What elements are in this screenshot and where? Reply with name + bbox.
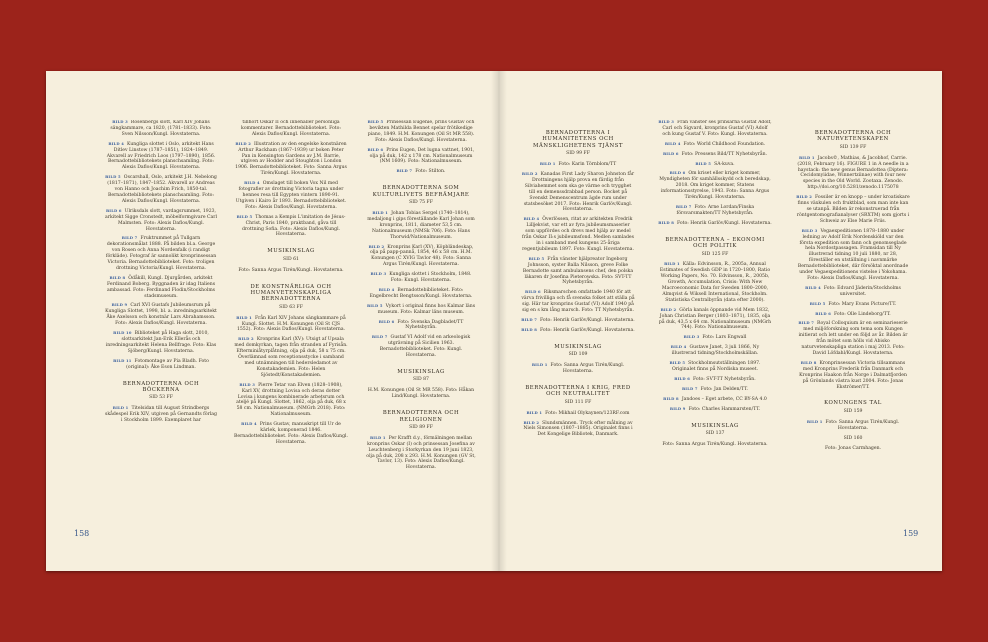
caption-entry: [234, 268, 348, 274]
caption-entry: [104, 303, 218, 327]
image-number-label: BILD 8: [663, 396, 679, 401]
caption-text: Ulriksdals slott, vardagsrummet, 1923, arkitekt Sigge Cronstedt, möbelformgivare Carl Malmsten. Foto: Alexis Daflos/Kungl. Hovstaterna.: [105, 208, 217, 232]
image-number-label: BILD 8: [658, 220, 674, 225]
caption-text: Foto: Jan Delden/TT.: [700, 386, 749, 392]
caption-text: H.M. Konungen (Oil St MR 558). Foto: Håkan Lind/Kungl. Hovstaterna.: [367, 388, 475, 400]
image-number-label: BILD 8: [109, 275, 126, 280]
image-number-label: BILD 6: [367, 147, 384, 152]
caption-text: Foto: Henrik Garlöv/Kungl. Hovstaterna.: [539, 317, 635, 323]
caption-text: Foto: Sanna Argus Tirén/Kungl. Hovstaterna.: [550, 363, 625, 374]
caption-text: Foto: Henrik Garlöv/Kungl. Hovstaterna.: [539, 327, 635, 333]
image-number-label: BILD 4: [241, 422, 257, 427]
caption-text: Om kriset eller kriget kommer, Myndigheten för samhällsskydd och beredskap, 2018. Om kriget kommer, Statens informationsstyrelse, 1943. Foto: Sanna Argus Tirén/Kungl. Hovstaterna.: [659, 171, 771, 201]
section-heading: KONUNGENS TAL: [824, 400, 882, 407]
caption-text: Johan Tobias Sergel (1740–1814), medaljong i gips föreställande Karl Johan som kronprins, 1811, diameter 53,5 cm. Nationalmuseum (NMSk 706). Foto: Hans Thorwid/Nationalmuseum.: [367, 210, 475, 240]
section-heading: MUSIKINSLAG: [691, 422, 739, 429]
caption-entry: [234, 142, 348, 177]
section-heading: BERNADOTTERNA SOM KULTURLIVETS BEFRÄMJARE: [372, 185, 470, 198]
caption-entry: [521, 172, 635, 213]
caption-text: Foto: Olle Lindeborg/TT.: [833, 311, 891, 317]
caption-entry: [234, 422, 348, 446]
caption-entry: [364, 436, 478, 471]
section-heading: DE KONSTNÄRLIGA OCH HUMANVETENSKAPLIGA BERNADOTTERNA: [250, 283, 332, 303]
section-heading: BERNADOTTERNA OCH NATURVETENSKAPEN: [814, 130, 892, 143]
caption-entry: [658, 162, 772, 168]
caption-text: Foto: Lars Engwall: [702, 335, 747, 341]
text-column-1: [104, 120, 218, 560]
image-number-label: BILD 6: [105, 208, 122, 213]
image-number-label: BILD 3: [801, 228, 818, 233]
section-page-ref: SID 89 FF: [409, 424, 433, 430]
caption-entry: [234, 120, 348, 138]
section-page-ref: SID 53 FF: [149, 395, 173, 401]
caption-entry: [364, 169, 478, 175]
page-number-left: 158: [74, 529, 90, 538]
caption-text: Foto: Sanna Argus Tirén/Kungl. Hovstaterna.: [238, 267, 344, 273]
section-page-ref: SID 75 FF: [409, 200, 433, 206]
image-number-label: BILD 4: [244, 181, 260, 186]
image-number-label: BILD 3: [239, 382, 256, 387]
image-number-label: BILD 8: [521, 327, 537, 332]
caption-text: Foto: Jonas Carmhagen.: [824, 446, 882, 452]
caption-text: Foto: Sanna Argus Tirén/Kungl. Hovstaterna.: [825, 419, 900, 431]
caption-entry: [658, 221, 772, 227]
caption-text: Foto: World Childhood Foundation.: [683, 141, 766, 147]
caption-entry: [364, 304, 478, 316]
caption-text: Ödåkill, Kungl. Djurgården, arkitekt Ferdinand Boberg. Byggnaden är idag Italiens ambassad. Foto: Ferdinand Flodin/Stockholms stadsmuseum.: [106, 275, 216, 299]
caption-entry: [364, 335, 478, 359]
caption-text: Omslaget till boken Vox Nil med fotografier av drottning Victoria tagna under hennes resa till Egypten vintern 1890-91. Utgiven i Kairo år 1893. Bernadottebiblioteket. Foto: Alexis Daflos/Kungl. Hovstaterna.: [235, 181, 347, 210]
caption-text: Gustave Janet, 3 juli 1866, Ny illustrerad tidning/Stockholmskällan.: [671, 345, 760, 357]
caption-text: Vegaexpeditionen 1878–1880 under ledning av Adolf Erik Nordenskiöld var den första expedition som fann och genomseglade hela Nordostpassagen. Framsidan till Ny illustrerad tidning 10 juli 1880, nr 28, föreställer en utställning i navnmärke Bernadottebiblioteket, där försöktal anordnade under Vegaexpeditionens vistelse i Yokohama. Foto: Alexis Daflos/Kungl. Hovstaterna.: [797, 228, 909, 281]
caption-text: Fruktrummet på Tullgarn dekorationsmålat 1888. På bilden bl.a. George von Rosen och Anna Nordenfalk (i randigt förkläde). Fotograf är sannolikt kronprinsessan Victoria. Bernadottebiblioteket. Foto: troligen drottning Victoria/Kungl. Hovstaterna.: [105, 236, 217, 271]
caption-text: Foto: Pressens Bild/TT Nyhetsbyrån.: [681, 151, 768, 157]
caption-entry: [658, 205, 772, 217]
caption-text: Foto: Karin Törnblom/TT: [558, 162, 617, 168]
caption-text: Görla kanals öppnande vid Mem 1832, Johan Christian Berger (1803–1871), 1835, olja på duk, 43,5 x 64 cm. Nationalmuseum (NMGrh 744). Foto: Nationalmuseum.: [658, 307, 772, 331]
image-number-label: BILD 3: [658, 120, 675, 124]
image-number-label: BILD 6: [669, 171, 686, 176]
caption-entry: [658, 361, 772, 373]
caption-entry: [234, 215, 348, 239]
caption-text: Foto: Sanna Argus Tirén/Kungl. Hovstaterna.: [662, 441, 768, 447]
image-number-label: BILD 2: [238, 337, 254, 342]
right-page: [499, 71, 942, 571]
caption-entry: [658, 387, 772, 393]
caption-entry: [521, 162, 635, 168]
image-number-label: BILD 6: [662, 151, 679, 156]
image-number-label: BILD 5: [366, 303, 383, 308]
image-number-label: BILD 6: [674, 376, 690, 381]
caption-text: Biblioteket på Haga slott, 2010, slottsarkitekt Jan-Erik Ellerås och inredningsarkitekt Helena Bellfrage. Foto: Klas Sjöberg/Kungl. Hovstaterna.: [105, 331, 217, 354]
image-number-label: BILD 1: [798, 155, 815, 160]
section-heading: BERNADOTTERNA I HUMANITETENS OCH MÄNSKLIGHETENS TJÄNST: [533, 130, 623, 149]
image-number-label: BILD 1: [112, 406, 129, 411]
caption-entry: [796, 321, 910, 356]
caption-text: Prinsessan Eugénie, prins Gustav och bevikten Mathilda Bennet spelar frötikedige piano, 1849. H.M. Konungen (Oil St MR 558). Foto: Alexis Daflos/Kungl. Hovstaterna.: [367, 120, 475, 143]
caption-text: Foto: Henrik Garlöv/Kungl. Hovstaterna.: [676, 220, 772, 226]
caption-entry: [796, 156, 910, 191]
caption-text: Överlössen, ritat av arkitekten Fredrik Lilljekvist, var ett av fyra jubileumsmaserier som uppfördes och drevs med hjälp av medel från Oskar II:s jubileumsfond. Medlen samlades in i samband med kungens 25-åriga regentjubileum 1897. Foto: Kungl. Hovstaterna.: [522, 217, 634, 252]
image-number-label: BILD 3: [683, 335, 700, 340]
image-number-label: BILD 1: [531, 363, 548, 368]
section-page-ref: SID 139 FF: [839, 144, 867, 150]
section-heading: BERNADOTTERNA OCH RELIGIONEN: [382, 410, 460, 423]
image-number-label: BILD 2: [523, 420, 540, 425]
section-page-ref: SID 137: [705, 430, 725, 436]
image-number-label: BILD 2: [235, 141, 252, 146]
caption-text: Slundsmännen. Tryck efter målning av Niels Simonsen (1807–1885). Originalet finns i Det Kongelige Bibliotek, Danmark.: [523, 420, 633, 438]
caption-text: Kronprins Karl (XV): Utsigt af Upsala med domkyrkan, tagen från stranden af Fyrisån. Efterminiåtyrplåtning, olja på duk, 58 x 75 cm. Överlämnad som receptionsstycke i samband med utnämningen till hedersledamot av Konstakademien. Foto: Helen Sjöstedt/Konstakademien.: [234, 337, 348, 378]
caption-entry: [234, 316, 348, 334]
caption-text: Foto: Mary Evans Picture/TT.: [828, 301, 897, 307]
caption-text: Foto: Svenska Dagbladet/TT Nyhetsbyrån.: [397, 319, 464, 331]
image-number-label: BILD 8: [800, 360, 817, 365]
caption-text: SA-kuva.: [714, 161, 735, 167]
text-column-6: [796, 120, 910, 560]
caption-text: Foto: Edvard Jäderin/Stockholms universitet.: [823, 285, 901, 297]
section-page-ref: SID 99 FF: [566, 151, 590, 157]
image-number-label: BILD 6: [378, 319, 395, 324]
caption-entry: [796, 302, 910, 308]
image-number-label: BILD 6: [815, 311, 831, 316]
caption-text: Foto: Stilton.: [415, 169, 446, 175]
caption-text: Gustaf VI Adolf vid en arkeologisk utgrävning på Sicilien 1963. Bernadottebiblioteket. Foto: Kungl. Hovstaterna.: [379, 335, 471, 359]
caption-entry: [234, 383, 348, 418]
caption-entry: [796, 229, 910, 282]
caption-text: Oscarshall, Oslo, arkitekt J.H. Nebelong (1817–1871), 1847–1852. Akvarell av Andreas von Hanno och Joachim Frich, 1850-tal. Bernadottebibliotekets planschsamling. Foto: Alexis Daflos/Kungl. Hovstaterna.: [107, 175, 217, 204]
caption-text: Bernadottebiblioteket. Foto: Engelbrecht Bengtsson/Kungl. Hovstaterna.: [369, 287, 473, 299]
image-number-label: BILD 9: [669, 406, 686, 411]
image-number-label: BILD 7: [798, 321, 815, 326]
caption-text: Kronprinsessan Victoria tillsammans med Kronprins Frederik från Danmark och Kronprins Haakon från Norge i Dalmatfjorden på Grönlands västra kust 2004. Foto: Jonas Ekströmer/TT.: [799, 360, 907, 390]
caption-text: Kanadas First Lady Sharon Johnston får Drottningens hjälp prova en färdig från Silviahemmet som ska ge värme och trygghet till en demenssdrabbad person. Bocket på Svenskt Demenscentrum ägde rum under statsbesöket 2017. Foto: Henrik Garlöv/Kungl. Hovstaterna.: [523, 172, 635, 213]
caption-entry: [796, 361, 910, 391]
text-column-4: [521, 120, 635, 560]
section-heading: BERNADOTTERNA – EKONOMI OCH POLITIK: [665, 236, 765, 250]
image-number-label: BILD 1: [806, 419, 823, 424]
section-heading: MUSIKINSLAG: [397, 369, 445, 375]
caption-text: Illustration av den engelske konstnären Arthur Rackham (1867–1939) ur boken Peter Pan in Kensington Gardens av J.M. Barrie, utgiven av Hodder and Stoughton i London 1906. Bernadottebiblioteket. Foto: Sanna Argus Tirén/Kungl. Hovstaterna.: [235, 141, 347, 177]
caption-entry: [796, 286, 910, 298]
caption-entry: [521, 411, 635, 417]
caption-entry: [521, 217, 635, 252]
section-page-ref: SID 160: [843, 435, 863, 441]
caption-text: Jandoes – Eget arbete, CC BY-SA 4.0: [681, 396, 767, 402]
section-page-ref: SID 87: [413, 377, 429, 383]
caption-entry: [658, 397, 772, 403]
section-page-ref: SID 109: [568, 352, 588, 358]
caption-entry: [104, 120, 218, 138]
image-number-label: BILD 1: [236, 315, 252, 320]
caption-text: Titelsidan till August Strindbergs skådespel Erik XIV, utgiven på Gernandts förlag i Stockholm 1899. Exemplaret har: [104, 406, 217, 424]
book-spread: [46, 71, 942, 571]
caption-text: Källa: Edvinsson, R., 2005a, Annual Estimates of Swedish GDP in 1720–1800, Ratio Working Papers, No. 70. Edvinsson, R., 2005b, Growth, Accumulation, Crisis: With New Macroeconomic Data for Sweden 1800–2000, Almqvist & Wiksell International, Stockholm. Statistiska Centralbyrån (data efter 2000).: [659, 262, 771, 303]
image-number-label: BILD 4: [805, 285, 821, 290]
caption-text: Stockholmsutställningen 1897. Originalet finns på Nordiska museet.: [671, 361, 761, 372]
caption-text: Rosenbergs slott, Karl XIV Johans sängkammare, ca 1820, (1781–1833). Foto: Sven Nilsson/Kungl. Hovstaterna.: [110, 120, 212, 137]
caption-text: Prins Eugen, Det lugna vattnet, 1901, olja på duk, 142 x 178 cm. Nationalmuseum (NM 1609). Foto: Nationalmuseum.: [369, 147, 475, 165]
section-page-ref: SID 63 FF: [279, 304, 303, 310]
image-number-label: BILD 9: [111, 303, 128, 308]
caption-entry: [104, 142, 218, 172]
text-column-3: [364, 120, 478, 560]
caption-entry: [521, 421, 635, 439]
caption-entry: [364, 288, 478, 300]
caption-entry: [521, 257, 635, 287]
caption-entry: [658, 377, 772, 383]
caption-text: Jacobs©, Mathias, & Jacobhof, Carrie. (2018, February 16). FIGURE 1 in A needle in a haystack: the new genus Bernadottea (Diptera: Cecidomyiidae, Winnertziinae) with four new species in the Old World. Zootaxa. Zenodo. http://doi.org/10.5281/zenodo.1175078: [797, 155, 909, 191]
section-page-ref: SID 61: [283, 256, 299, 262]
caption-text: Kronprins Karl (XV), Köpbländeskap, olja på papp-pannå, 1854, 46 x 58 cm. H.M. Konungen (C XVIG Tavlor 48). Foto: Sanna Argus Tirén/Kungl. Hovstaterna.: [369, 244, 474, 268]
caption-text: Från vänster hjälpreator Ingeborg Johnsson, syster Balla Nilsson, greve Folke Bernadotte samt ambulansens chef, den polska läkaren dr Josefina Pieterowska. Foto: SVT-TT Nyhetsbyrån.: [522, 256, 634, 286]
caption-entry: [521, 363, 635, 375]
caption-text: Från Karl XIV Johans sängkammare på Kungl. Slottet. H.M. Konungen (Oil St CJS 1552). Foto: Alexis Daflos/Kungl. Hovstaterna.: [236, 315, 346, 333]
image-number-label: BILD 1: [372, 210, 389, 215]
section-page-ref: SID 111 FF: [564, 399, 592, 405]
caption-entry: [364, 388, 478, 400]
caption-text: Carl XVI Gustafs Jubileumsrum på Kungliga Slottet, 1998, bl. a. inredningsarkitekt Åke Axelsson och konstnär Lars Abrahamsson. Foto: Alexis Daflos/Kungl. Hovstaterna.: [105, 303, 217, 327]
caption-entry: [521, 318, 635, 324]
image-number-label: BILD 1: [526, 410, 543, 415]
image-number-label: BILD 1: [539, 162, 556, 167]
page-number-right: 159: [903, 529, 919, 538]
caption-text: Riksmarschen omfattade 1940 för att värva frivilliga och få svenska folket att ställa på sig. Här tar kronprins Gustaf (VI) Adolf 1940 på sig en s km lång marsch. Foto: TT Nyhetsbyrån.: [521, 290, 635, 314]
text-column-2: [234, 120, 348, 560]
caption-entry: [658, 120, 772, 138]
image-number-label: BILD 3: [370, 272, 387, 277]
left-page: [46, 71, 499, 571]
image-number-label: BILD 5: [669, 361, 686, 366]
caption-entry: [658, 171, 772, 201]
caption-entry: [796, 195, 910, 225]
caption-text: Kungliga slottet i Stockholm, 1848. Foto: Kungl. Hovstaterna.: [389, 272, 472, 284]
section-page-ref: SID 159: [843, 408, 863, 414]
section-heading: BERNADOTTERNA OCH BÖCKERNA: [122, 380, 200, 393]
caption-entry: [658, 345, 772, 357]
caption-entry: [234, 337, 348, 378]
caption-entry: [364, 245, 478, 269]
caption-entry: [104, 406, 218, 424]
caption-entry: [104, 331, 218, 355]
image-number-label: BILD 11: [113, 358, 132, 363]
image-number-label: BILD 7: [681, 386, 698, 391]
image-number-label: BILD 10: [113, 331, 132, 336]
image-number-label: BILD 7: [371, 335, 388, 340]
image-number-label: BILD 7: [675, 204, 692, 209]
caption-text: Royal Colloquium är en seminarieserie med miljöforskning som tema som Kungen initierat och lett under en följd av år. Bilden är från mötet som hölls vid Abisko naturvetenskapliga station i maj 2013. Foto: David Löfdahl/Kungl. Hovstaterna.: [798, 321, 908, 356]
caption-text: tillhört Oskar II och innehåller personliga kommentarer. Bernadottebiblioteket. Foto: Alexis Daflos/Kungl. Hovstaterna.: [241, 120, 341, 137]
caption-text: Per Krafft d.y., förmälningen mellan kronprins Oskar (I) och prinsessan Josefina av Leuchtenberg i Storkyrkan den 19 juni 1823, olja på duk, 208 x 293. H.M. Konungen (GV St, Tavlor, 13). Foto: Alexis Daflos/Kungl. Hovstaterna.: [366, 435, 476, 471]
caption-text: Prins Gustav, manuskript till Ur de kärlek, komponerad 1846. Bernadottebiblioteket. Foto: Alexis Daflos/Kungl. Hovstaterna.: [234, 422, 348, 445]
caption-text: Fossiler är en knopp – under kroatiskare finns växkulen och fruktblad, som man inte kan se utanpå. Bilden är rekonstruerad från röntgentomografianalyser (SRXTM) som gjorts i Schweiz av Else Marie Friis.: [796, 195, 910, 224]
caption-entry: [658, 142, 772, 148]
image-number-label: BILD 7: [121, 236, 138, 241]
caption-entry: [104, 209, 218, 233]
image-number-label: BILD 1: [664, 262, 680, 267]
image-number-label: BILD 4: [670, 345, 687, 350]
caption-text: Thomas a Kempis L'imitation de Jésus-Christ, Paris 1840, praktband, gåva till drottning Sofia. Foto: Alexis Daflos/Kungl. Hovstaterna.: [242, 214, 346, 238]
caption-text: Kungliga slottet i Oslo, arkitekt Hans Ditlev Linstow (1787–1851), 1824–1849. Akvarell av Friedrich Loos (1797–1890), 1856. Bernadottebibliotekets planschsamling. Foto: Alexis Daflos/Kungl. Hovstaterna.: [106, 141, 216, 171]
caption-entry: [364, 272, 478, 284]
image-number-label: BILD 2: [521, 172, 538, 177]
caption-text: Foto: Mikhail Olykaynen/123RF.com: [545, 410, 630, 416]
image-number-label: BILD 5: [695, 161, 712, 166]
caption-entry: [658, 308, 772, 332]
image-number-label: BILD 5: [236, 214, 253, 219]
section-heading: MUSIKINSLAG: [554, 343, 602, 350]
caption-entry: [658, 442, 772, 448]
image-number-label: BILD 4: [523, 217, 540, 222]
image-number-label: BILD 2: [796, 195, 812, 200]
caption-entry: [364, 320, 478, 332]
caption-entry: [658, 407, 772, 413]
image-number-label: BILD 7: [396, 169, 413, 174]
caption-text: Foto: Arne Lordan/Finska försvarsmakten/TT Nyhetsbyrån.: [676, 204, 755, 216]
caption-text: Foto: SVT-TT Nyhetsbyrån.: [692, 376, 756, 382]
caption-entry: [234, 181, 348, 211]
image-number-label: BILD 5: [367, 120, 384, 124]
caption-entry: [104, 276, 218, 300]
caption-entry: [104, 175, 218, 205]
section-page-ref: SID 125 FF: [701, 251, 729, 257]
caption-entry: [364, 211, 478, 241]
image-number-label: BILD 5: [809, 301, 826, 306]
caption-entry: [104, 359, 218, 371]
image-number-label: BILD 2: [660, 307, 677, 312]
caption-entry: [658, 262, 772, 303]
caption-entry: [521, 328, 635, 334]
caption-entry: [658, 152, 772, 158]
caption-entry: [521, 290, 635, 314]
image-number-label: BILD 2: [368, 244, 385, 249]
image-number-label: BILD 6: [525, 290, 541, 295]
caption-text: Foto: Charles Hammarsten/TT.: [688, 406, 761, 412]
image-number-label: BILD 4: [108, 141, 124, 146]
image-number-label: BILD 4: [664, 141, 681, 146]
caption-entry: [796, 446, 910, 452]
image-number-label: BILD 4: [378, 287, 395, 292]
image-number-label: BILD 1: [369, 435, 386, 440]
caption-entry: [364, 148, 478, 166]
caption-entry: [104, 236, 218, 271]
caption-text: Från vänster ses prinsarna Gustaf Adolf, Carl och Sigvard, kronprins Gustaf (VI) Adolf och kung Gustaf V. Foto: Kungl. Hovstaterna.: [662, 120, 772, 137]
caption-text: Fotomontage av Pia Bladh. Foto (original): Åke Eson Lindman.: [126, 358, 209, 370]
caption-entry: [658, 335, 772, 341]
section-heading: MUSIKINSLAG: [267, 248, 315, 255]
text-column-5: [658, 120, 772, 560]
image-number-label: BILD 3: [112, 120, 128, 124]
image-number-label: BILD 7: [521, 317, 537, 322]
image-number-label: BILD 5: [105, 175, 121, 180]
section-heading: BERNADOTTERNA I KRIG, FRED OCH NEUTRALITET: [525, 384, 631, 398]
caption-text: Vykort i original finns hos Kalmar läns museum. Foto: Kalmar läns museum.: [377, 303, 476, 315]
caption-entry: [796, 420, 910, 432]
caption-entry: [364, 120, 478, 144]
image-number-label: BILD 5: [528, 256, 545, 261]
caption-entry: [796, 312, 910, 318]
caption-text: Pierre Tetar van Elven (1828–1908), Karl XV, drottning Lovisa och deras dotter Lovisa i kungens kombinerade arbetsrum och ateljé på Kungl. Slottet, 1862, olja på duk, 68 x 58 cm. Nationalmuseum. (NMGrh 2018). Foto: Nationalmuseum.: [236, 382, 346, 418]
